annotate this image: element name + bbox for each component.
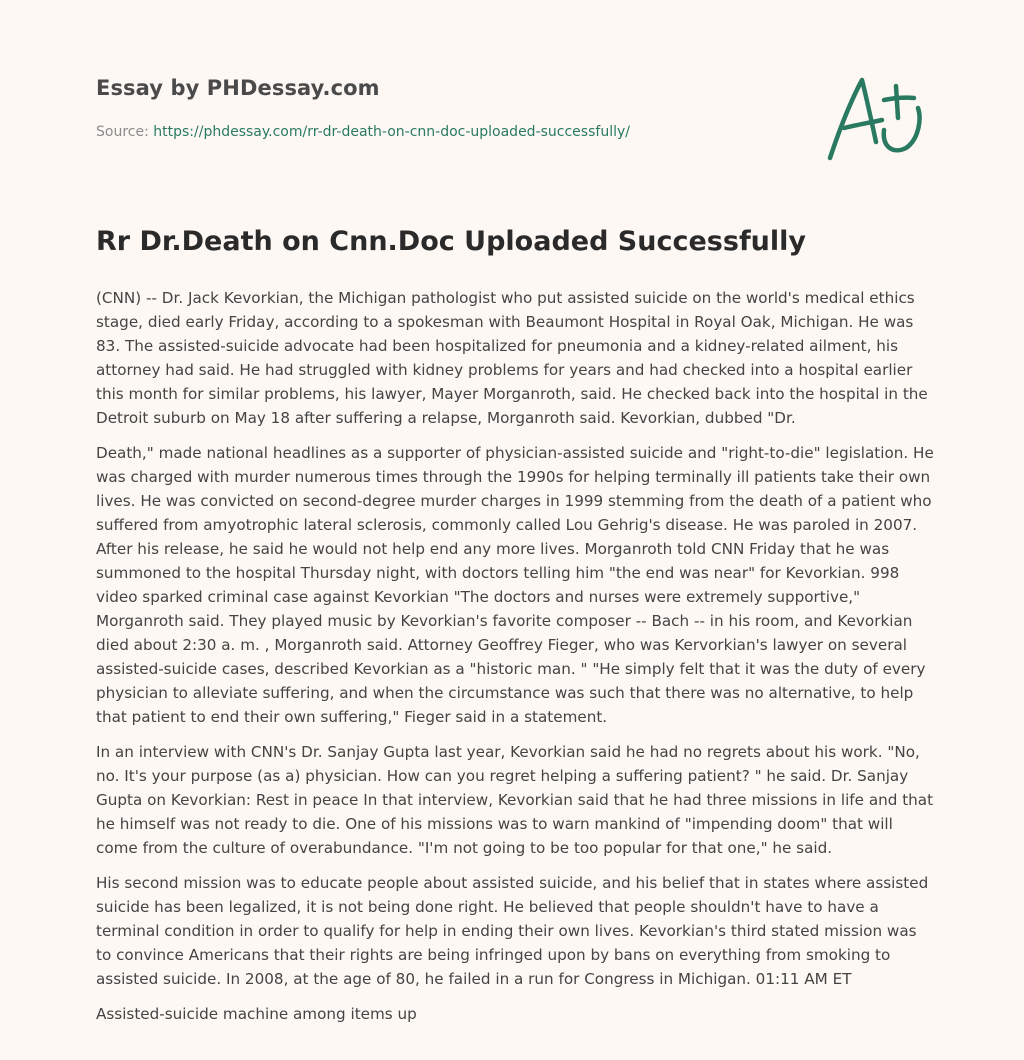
- site-title: Essay by PHDessay.com: [96, 76, 380, 100]
- body-paragraph: In an interview with CNN's Dr. Sanjay Gupta last year, Kevorkian said he had no regrets about his work. "No, no. It's your purpose (as a) physician. How can you regret helping a suffering patient? " he said. Dr. Sanjay Gupta on Kevorkian: Rest in peace In that interview, Kevorkian said that he had three missions in life and that he himself was not ready to die. One of his missions was to warn mankind of "impending doom" that will come from the culture of overabundance. "I'm not going to be too popular for that one," he said.: [96, 743, 934, 857]
- body-paragraph: (CNN) -- Dr. Jack Kevorkian, the Michigan pathologist who put assisted suicide on the world's medical ethics stage, died early Friday, according to a spokesman with Beaumont Hospital in Royal Oak, Michigan. He was 83. The assisted-suicide advocate had been hospitalized for pneumonia and a kidney-related ailment, his attorney had said. He had struggled with kidney problems for years and had checked into a hospital earlier this month for similar problems, his lawyer, Mayer Morganroth, said. He checked back into the hospital in the Detroit suburb on May 18 after suffering a relapse, Morganroth said. Kevorkian, dubbed "Dr.: [96, 289, 928, 427]
- source-line: [96, 124, 630, 140]
- document-body: [96, 286, 936, 1037]
- body-paragraph: Assisted-suicide machine among items up: [96, 1005, 417, 1023]
- document-title: Rr Dr.Death on Cnn.Doc Uploaded Successfully: [96, 226, 807, 257]
- source-label: Source:: [96, 124, 149, 140]
- a-plus-grade-icon: [822, 68, 932, 168]
- source-link[interactable]: https://phdessay.com/rr-dr-death-on-cnn-doc-uploaded-successfully/: [153, 124, 630, 140]
- body-paragraph: Death," made national headlines as a supporter of physician-assisted suicide and "right-to-die" legislation. He was charged with murder numerous times through the 1990s for helping terminally ill patients take their own lives. He was convicted on second-degree murder charges in 1999 stemming from the death of a patient who suffered from amyotrophic lateral sclerosis, commonly called Lou Gehrig's disease. He was paroled in 2007. After his release, he said he would not help end any more lives. Morganroth told CNN Friday that he was summoned to the hospital Thursday night, with doctors telling him "the end was near" for Kevorkian. 998 video sparked criminal case against Kevorkian "The doctors and nurses were extremely supportive," Morganroth said. They played music by Kevorkian's favorite composer -- Bach -- in his room, and Kevorkian died about 2:30 a. m. , Morganroth said. Attorney Geoffrey Fieger, who was Kervorkian's lawyer on several assisted-suicide cases, described Kevorkian as a "historic man. " "He simply felt that it was the duty of every physician to alleviate suffering, and when the circumstance was such that there was no alternative, to help that patient to end their own suffering," Fieger said in a statement.: [96, 444, 934, 726]
- body-paragraph: His second mission was to educate people about assisted suicide, and his belief that in states where assisted suicide has been legalized, it is not being done right. He believed that people shouldn't have to have a terminal condition in order to qualify for help in ending their own lives. Kevorkian's third stated mission was to convince Americans that their rights are being infringed upon by bans on everything from smoking to assisted suicide. In 2008, at the age of 80, he failed in a run for Congress in Michigan. 01:11 AM ET: [96, 874, 929, 988]
